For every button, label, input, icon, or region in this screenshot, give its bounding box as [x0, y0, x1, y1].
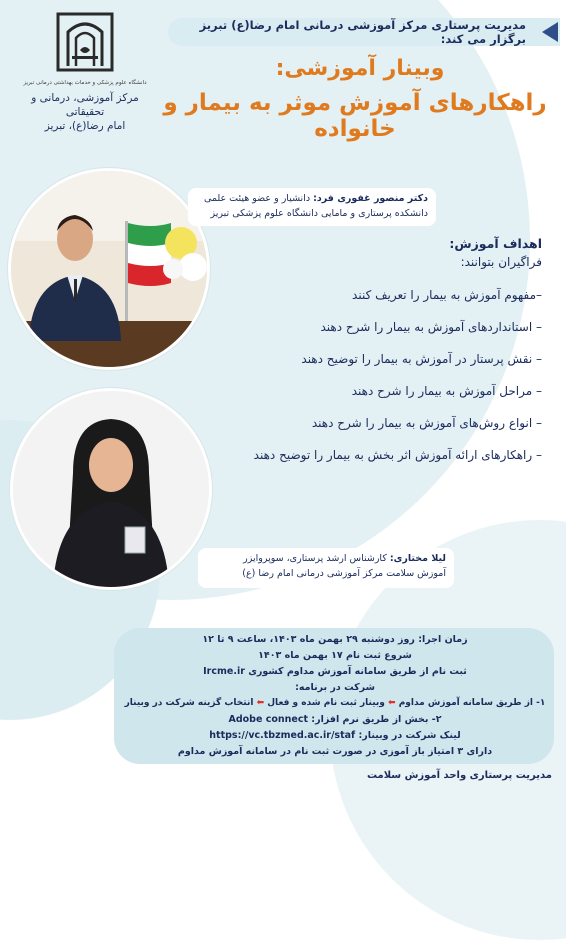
speaker-1-card — [188, 188, 436, 226]
speaker-2-portrait-image — [13, 391, 209, 587]
learning-goals — [202, 236, 542, 471]
speaker-1-role: دانشیار و عضو هیئت علمی — [203, 193, 314, 204]
header-banner-text: مدیریت پرستاری مرکز آموزشی درمانی امام رضا(ع) تبریز برگزار می کند: — [199, 18, 526, 46]
participation-step-2: ۲- بخش از طریق نرم افزار: Adobe connect — [228, 714, 442, 725]
step-1-part-c: انتخاب گزینه شرکت در وبینار — [124, 698, 254, 708]
header-banner — [168, 18, 560, 46]
logo-line-2: امام رضا(ع)، تبریز — [44, 120, 126, 133]
speaker-1-name: دکتر منصور غفوری فرد: — [313, 193, 428, 204]
step-1-part-b: وبینار ثبت نام شده و فعال — [267, 698, 385, 708]
goals-lead: فراگیران بتوانند: — [460, 255, 542, 269]
participation-step-1 — [120, 698, 550, 708]
webinar-label: وبینار آموزشی: — [275, 56, 445, 81]
goal-item: – نقش پرستار در آموزش به بیمار را توضیح دهند — [301, 352, 542, 366]
university-seal-icon — [54, 10, 116, 74]
footer-text: مدیریت پرستاری واحد آموزش سلامت — [366, 770, 552, 781]
speaker-1-portrait-image — [11, 171, 207, 367]
logo-university-name: دانشگاه علوم پزشکی و خدمات بهداشتی درمانی تبریز — [23, 80, 147, 86]
logo-center-name — [20, 91, 150, 134]
goals-title: اهداف آموزش: — [449, 236, 542, 251]
arrow-left-icon: ⬅ — [256, 698, 265, 708]
event-time: زمان اجرا: روز دوشنبه ۲۹ بهمن ماه ۱۴۰۳، ساعت ۹ تا ۱۲ — [202, 634, 468, 645]
goal-item: – راهکارهای ارائه آموزش اثر بخش به بیمار را توضیح دهند — [253, 448, 542, 462]
speaker-2-heading — [206, 551, 446, 566]
arrow-left-icon — [542, 22, 558, 42]
speaker-2-affiliation: آموزش سلامت مرکز آموزشی درمانی امام رضا (ع) — [242, 568, 446, 580]
event-info-box — [114, 628, 554, 764]
registration-via: ثبت نام از طریق سامانه آموزش مداوم کشوری Ircme.ir — [203, 666, 467, 677]
registration-start: شروع ثبت نام ۱۷ بهمن ماه ۱۴۰۳ — [258, 650, 412, 661]
speaker-2-role: کارشناس ارشد پرستاری، سوپروایزر — [243, 553, 390, 564]
goal-item: –مفهوم آموزش به بیمار را تعریف کنند — [352, 288, 542, 302]
points-note: دارای ۳ امتیاز باز آموزی در صورت ثبت نام در سامانه آموزش مداوم — [177, 746, 493, 757]
webinar-link[interactable]: لینک شرکت در وبینار: https://vc.tbzmed.ac.ir/staf — [209, 730, 461, 741]
institution-logo — [20, 10, 150, 134]
goal-item: – مراحل آموزش به بیمار را شرح دهند — [351, 384, 542, 398]
logo-line-1: مرکز آموزشی، درمانی و تحقیقاتی — [31, 92, 139, 119]
speaker-2-name: لیلا مختاری: — [389, 553, 446, 564]
webinar-title: راهکارهای آموزش موثر به بیمار و خانواده — [163, 90, 547, 142]
speaker-1-heading — [196, 191, 428, 206]
speaker-1-photo — [8, 168, 210, 370]
speaker-1-affiliation: دانشکده پرستاری و مامایی دانشگاه علوم پزشکی تبریز — [210, 208, 428, 220]
arrow-left-icon: ⬅ — [388, 698, 396, 708]
speaker-2-photo — [10, 388, 212, 590]
step-1-part-a: ۱- از طریق سامانه آموزش مداوم — [398, 698, 546, 708]
goal-item: – انواع روش‌های آموزش به بیمار را شرح دهند — [311, 416, 542, 430]
speaker-2-card — [198, 548, 454, 588]
participation-title: شرکت در برنامه: — [295, 682, 375, 693]
goal-item: – استانداردهای آموزش به بیمار را شرح دهند — [320, 320, 542, 334]
